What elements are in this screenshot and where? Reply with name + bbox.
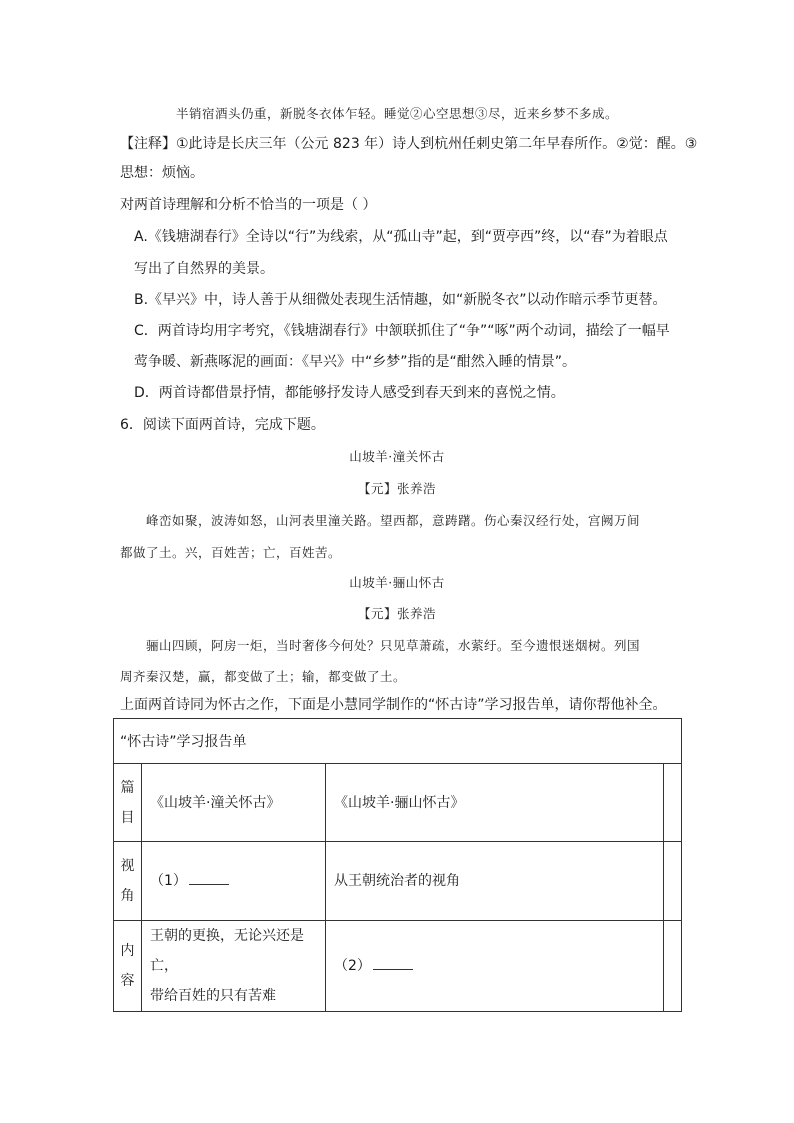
report-row-content — [114, 921, 682, 1012]
poem-2-author: 【元】张养浩 — [357, 606, 436, 621]
poem-1-line-1: 峰峦如聚，波涛如怒，山河表里潼关路。望西都，意踌躇。伤心秦汉经行处，宫阙万间 — [146, 513, 641, 528]
note-line-2: 思想：烦恼。 — [120, 165, 204, 181]
row-label-perspective — [114, 842, 142, 921]
row-label-title — [114, 764, 142, 842]
option-c-line-2: 莺争暖、新燕啄泥的画面：《早兴》中“乡梦”指的是“酣然入睡的情景”。 — [134, 354, 577, 370]
question-5-stem: 对两首诗理解和分析不恰当的一项是（ ） — [120, 197, 377, 213]
poem-1-title: 山坡羊·潼关怀古 — [349, 449, 445, 464]
cell-content-1 — [142, 921, 326, 1012]
poem-2-title: 山坡羊·骊山怀古 — [349, 575, 445, 590]
cell-blank-2[interactable] — [326, 921, 664, 1012]
cell-perspective-2: 从王朝统治者的视角 — [326, 842, 664, 921]
option-c-line-1: C．两首诗均用字考究，《钱塘湖春行》中颔联抓住了“争”“啄”两个动词，描绘了一幅早 — [134, 323, 670, 339]
row-label-content-a: 内 — [120, 943, 135, 959]
poem-2-line-2: 周齐秦汉楚，赢，都变做了土；输，都变做了土。 — [120, 669, 407, 684]
cell-poem-2-title: 《山坡羊·骊山怀古》 — [326, 764, 664, 842]
content-1-line-a: 王朝的更换，无论兴还是亡， — [150, 928, 304, 974]
poem-2-line-1: 骊山四顾，阿房一炬，当时奢侈今何处？只见草萧疏，水萦纡。至今遗恨迷烟树。列国 — [146, 638, 641, 653]
blank-1-line[interactable] — [189, 870, 229, 885]
blank-2-label: （2） — [334, 958, 371, 974]
row-label-content — [114, 921, 142, 1012]
note-line-1: 【注释】①此诗是长庆三年（公元 823 年）诗人到杭州任刺史第二年早春所作。②觉：醒。③ — [120, 136, 698, 152]
poem-1-author: 【元】张养浩 — [357, 481, 436, 496]
option-a-line-2: 写出了自然界的美景。 — [134, 261, 274, 277]
cell-poem-1-title: 《山坡羊·潼关怀古》 — [142, 764, 326, 842]
cell-empty-2 — [664, 842, 682, 921]
cell-empty-1 — [664, 764, 682, 842]
option-d: D．两首诗都借景抒情，都能够抒发诗人感受到春天到来的喜悦之情。 — [134, 385, 565, 401]
question-6-intro: 上面两首诗同为怀古之作，下面是小慧同学制作的“怀古诗”学习报告单，请你帮他补全。 — [120, 697, 667, 713]
row-label-content-b: 容 — [120, 973, 135, 989]
row-label-title-b: 目 — [120, 809, 135, 826]
poem-line-top: 半销宿酒头仍重，新脱冬衣体乍轻。睡觉②心空思想③尽，近来乡梦不多成。 — [175, 106, 618, 121]
report-row-perspective — [114, 842, 682, 921]
row-label-title-a: 篇 — [120, 779, 135, 796]
content-1-line-b: 带给百姓的只有苦难 — [150, 988, 276, 1004]
cell-blank-1[interactable] — [142, 842, 326, 921]
question-6-stem: 6．阅读下面两首诗，完成下题。 — [120, 417, 325, 433]
option-b: B.《早兴》中，诗人善于从细微处表现生活情趣，如“新脱冬衣”以动作暗示季节更替。 — [134, 292, 667, 308]
report-row-title — [114, 764, 682, 842]
blank-2-line[interactable] — [373, 955, 413, 970]
report-header-row — [114, 719, 682, 764]
report-header: “怀古诗”学习报告单 — [114, 719, 682, 764]
blank-1-label: （1） — [150, 873, 187, 889]
poem-1-line-2: 都做了土。兴，百姓苦；亡，百姓苦。 — [120, 545, 342, 560]
cell-empty-3 — [664, 921, 682, 1012]
row-label-perspective-a: 视 — [120, 858, 135, 874]
option-a-line-1: A.《钱塘湖春行》全诗以“行”为线索，从“孤山寺”起，到“贾亭西”终，以“春”为着眼点 — [134, 229, 668, 245]
report-table — [113, 718, 682, 1012]
row-label-perspective-b: 角 — [120, 888, 135, 904]
